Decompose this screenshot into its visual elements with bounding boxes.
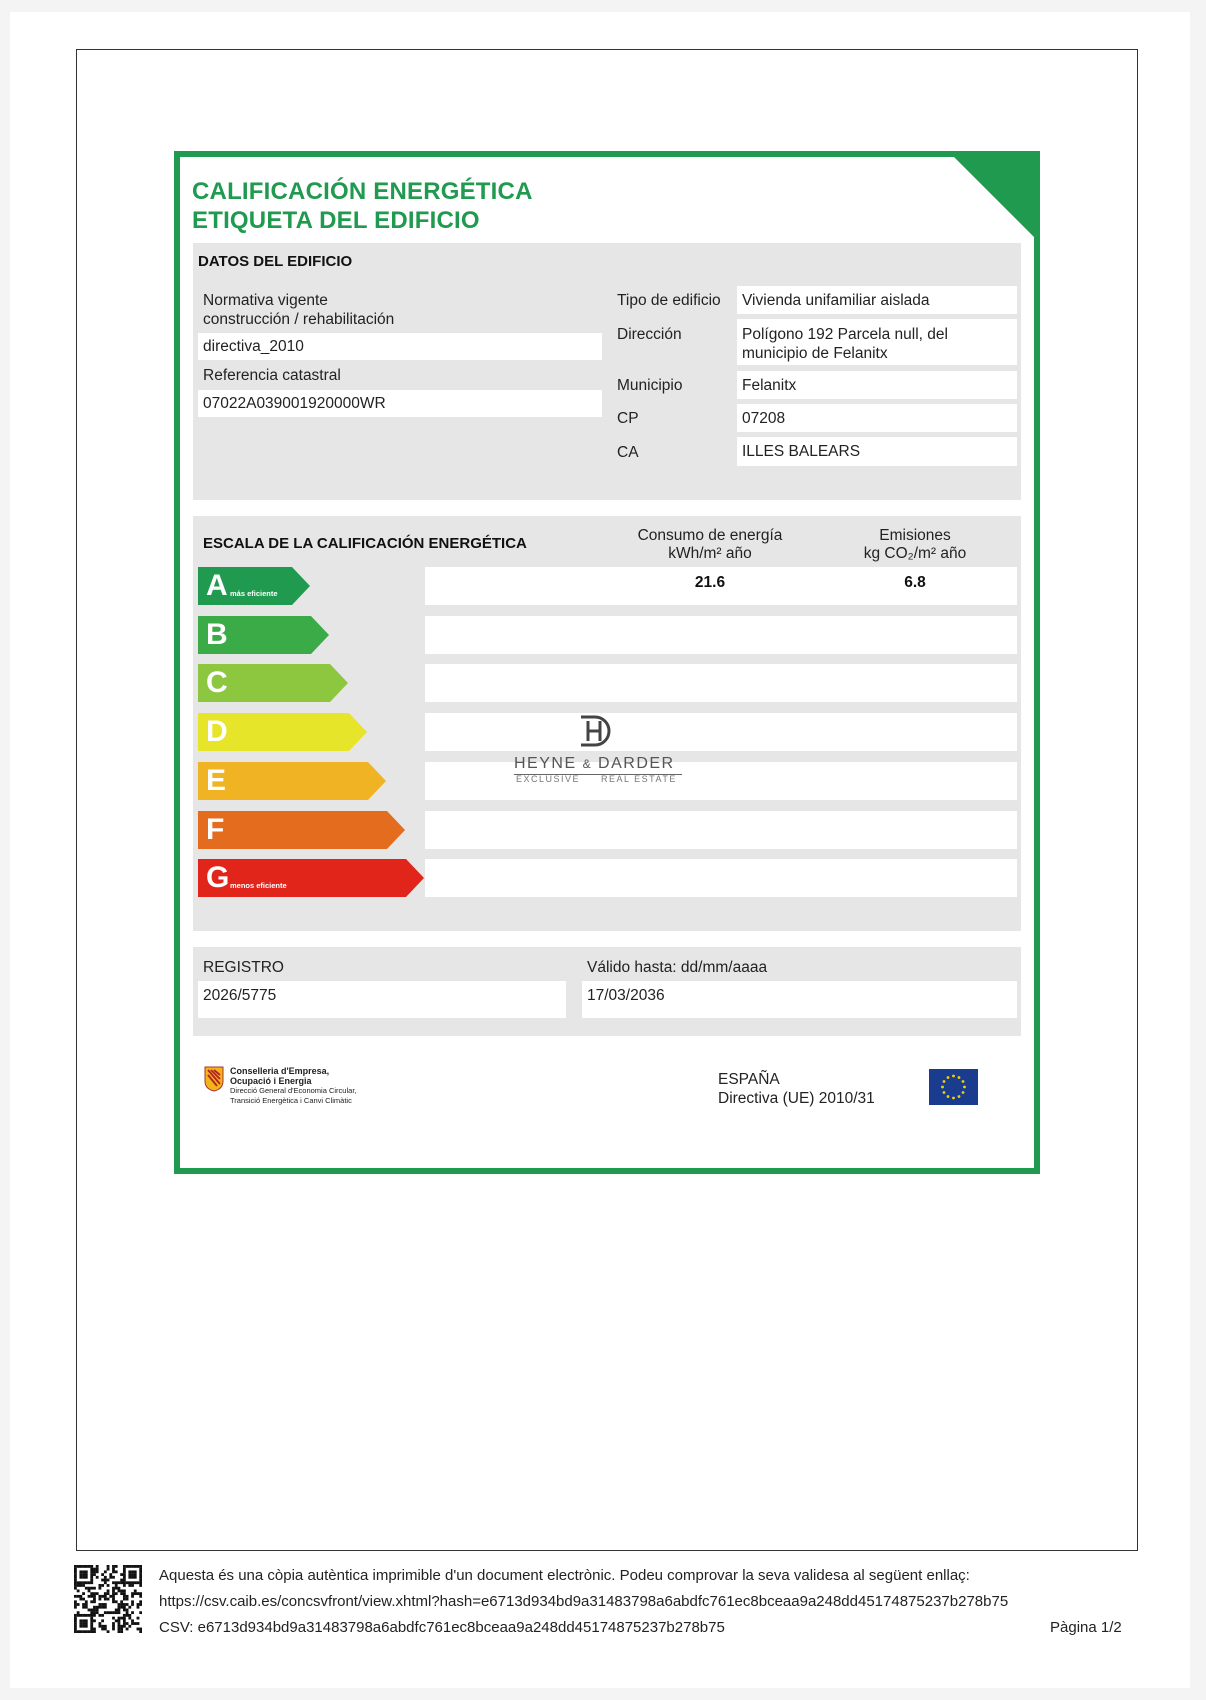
ref-value: 07022A039001920000WR: [198, 390, 602, 417]
issuer-block: [230, 1066, 356, 1106]
consumo-header: [610, 527, 810, 563]
valido-label: Válido hasta: dd/mm/aaaa: [587, 959, 768, 976]
label-title: [192, 177, 533, 235]
class-arrow-a: [198, 567, 312, 605]
footer-csv-code: CSV: e6713d934bd9a31483798a6abdfc761ec8bceaa9a248dd45174875237b278b75: [159, 1619, 725, 1636]
watermark-name-left: HEYNE: [514, 755, 577, 772]
heyne-darder-monogram: [578, 714, 612, 748]
country-text: [718, 1070, 875, 1108]
watermark-name-right: DARDER: [598, 755, 675, 772]
direccion-line-2: municipio de Felanitx: [742, 345, 888, 362]
scale-section-title: ESCALA DE LA CALIFICACIÓN ENERGÉTICA: [203, 535, 527, 552]
issuer-line-4: Transició Energètica i Canvi Climàtic: [230, 1096, 352, 1105]
scale-row-d: [425, 713, 1017, 751]
registro-value: 2026/5775: [198, 981, 566, 1018]
class-letter-g: G: [206, 861, 230, 894]
footer-line-1: Aquesta és una còpia autèntica imprimible d'un document electrònic. Podeu comprovar la seva validesa al següent enllaç:: [159, 1567, 970, 1584]
class-letter-f: F: [206, 813, 225, 846]
emisiones-header: [815, 527, 1015, 563]
watermark-name: [514, 755, 675, 773]
watermark-sub-left: EXCLUSIVE: [516, 774, 581, 784]
class-arrow-g: [198, 859, 426, 897]
consumo-header-line-1: Consumo de energía: [637, 527, 783, 544]
direccion-value: [737, 319, 1017, 365]
tipo-value: Vivienda unifamiliar aislada: [737, 286, 1017, 314]
norma-value: directiva_2010: [198, 333, 602, 360]
scale-row-b: [425, 616, 1017, 654]
cp-value: 07208: [737, 404, 1017, 432]
issuer-line-1: Conselleria d'Empresa,: [230, 1066, 330, 1076]
direccion-line-1: Polígono 192 Parcela null, del: [742, 326, 948, 343]
issuer-line-2: Ocupació i Energia: [230, 1076, 312, 1086]
qr-code-icon: [74, 1565, 142, 1633]
note-least-efficient: menos eficiente: [230, 881, 287, 890]
scale-row-f: [425, 811, 1017, 849]
class-letter-b: B: [206, 618, 228, 651]
eu-flag-icon: [929, 1069, 978, 1105]
class-arrow-c: [198, 664, 350, 702]
govern-illes-balears-shield-icon: [204, 1066, 224, 1092]
title-line-2: ETIQUETA DEL EDIFICIO: [192, 207, 480, 234]
footer-text: [159, 1563, 1008, 1641]
directive-text: Directiva (UE) 2010/31: [718, 1090, 875, 1107]
norma-label: [203, 291, 394, 329]
note-most-efficient: más eficiente: [230, 589, 278, 598]
emisiones-value: 6.8: [904, 574, 926, 591]
emisiones-header-line-2: kg CO₂/m² año: [863, 545, 967, 562]
ref-label: Referencia catastral: [203, 367, 341, 384]
consumo-value: 21.6: [694, 574, 726, 591]
page-number: Pàgina 1/2: [1050, 1619, 1122, 1636]
class-letter-d: D: [206, 715, 228, 748]
emisiones-header-line-1: Emisiones: [879, 527, 951, 544]
ca-value: ILLES BALEARS: [737, 437, 1017, 466]
registro-label: REGISTRO: [203, 959, 284, 976]
class-arrow-b: [198, 616, 331, 654]
watermark-sub-right: REAL ESTATE: [601, 774, 677, 784]
watermark-amp: &: [582, 757, 593, 771]
municipio-label: Municipio: [617, 377, 683, 394]
class-letter-a: A: [206, 569, 228, 602]
direccion-label: Dirección: [617, 326, 682, 343]
corner-triangle: [953, 156, 1035, 238]
ca-label: CA: [617, 444, 639, 461]
class-arrow-d: [198, 713, 369, 751]
scale-row-g: [425, 859, 1017, 897]
norma-label-line-1: Normativa vigente: [203, 292, 328, 309]
municipio-value: Felanitx: [737, 371, 1017, 399]
valido-value: 17/03/2036: [582, 981, 1017, 1018]
norma-label-line-2: construcción / rehabilitación: [203, 311, 395, 328]
class-letter-c: C: [206, 666, 228, 699]
footer-csv-link[interactable]: https://csv.caib.es/concsvfront/view.xhtml?hash=e6713d934bd9a31483798a6abdfc761ec8bceaa9a248dd45174875237b278b75: [159, 1593, 1009, 1610]
country-name: ESPAÑA: [718, 1071, 780, 1088]
issuer-line-3: Direcció General d'Economia Circular,: [230, 1086, 357, 1095]
tipo-label: Tipo de edificio: [617, 292, 721, 309]
class-letter-e: E: [206, 764, 227, 797]
consumo-header-line-2: kWh/m² año: [668, 545, 752, 562]
scale-row-c: [425, 664, 1017, 702]
class-arrow-e: [198, 762, 388, 800]
class-arrow-f: [198, 811, 407, 849]
title-line-1: CALIFICACIÓN ENERGÉTICA: [192, 178, 533, 205]
cp-label: CP: [617, 410, 639, 427]
building-section-title: DATOS DEL EDIFICIO: [198, 253, 353, 270]
